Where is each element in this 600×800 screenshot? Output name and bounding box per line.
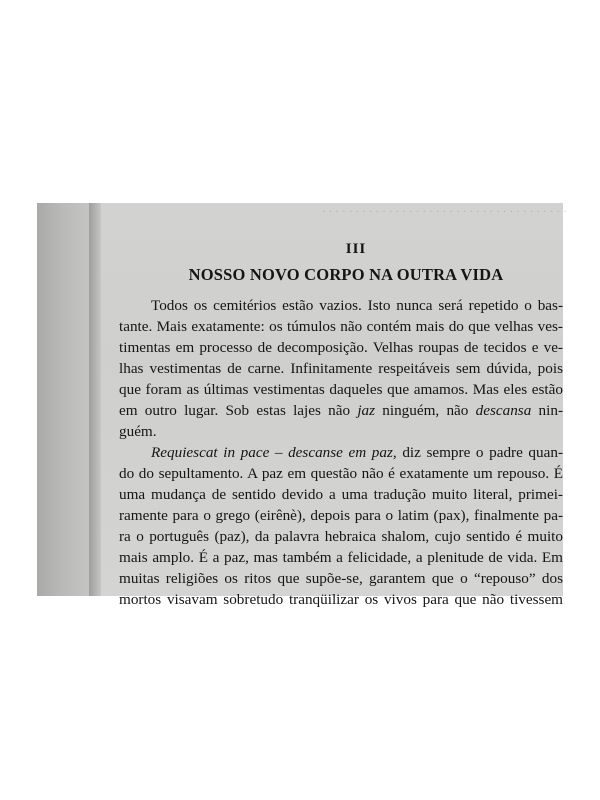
text-line: tante. Mais exatamente: os túmulos não contém mais do que velhas ves- [119, 318, 563, 335]
page-body [119, 241, 563, 610]
text-line: que foram as últimas vestimentas daqueles que amamos. Mas eles estão [119, 381, 563, 398]
text-line: ra o português (paz), da palavra hebraica shalom, cujo sentido é muito [119, 528, 563, 545]
text-line: timentas em processo de decomposição. Velhas roupas de tecidos e ve- [119, 339, 563, 356]
text-line-with-italics [119, 442, 563, 463]
text-line: Todos os cemitérios estão vazios. Isto nunca será repetido o bas- [151, 297, 563, 314]
text-line: do do sepultamento. A paz em questão não é exatamente um repouso. É [119, 465, 563, 482]
italic-text: descansa [475, 402, 532, 419]
paragraph-1 [119, 295, 563, 442]
text-line: ramente para o grego (eirênè), depois para o latim (pax), finalmente pa- [119, 507, 563, 524]
text-line: uma mudança de sentido devido a uma tradução muito literal, primei- [119, 486, 563, 503]
text-line: guém. [119, 423, 157, 440]
italic-text: jaz [357, 402, 376, 419]
text-line: lhas vestimentas de carne. Infinitamente respeitáveis sem dúvida, pois [119, 360, 563, 377]
line-text: em outro lugar. Sob estas lajes não jaz ninguém, não descansa nin- [119, 402, 564, 419]
text-line-with-italics [119, 400, 563, 421]
paragraph-2 [119, 442, 563, 610]
chapter-title: NOSSO NOVO CORPO NA OUTRA VIDA [188, 265, 504, 284]
book-gutter [89, 203, 101, 596]
text-line: mais amplo. É a paz, mas também a felicidade, a plenitude de vida. Em [119, 549, 563, 566]
book-page-photo [37, 203, 567, 608]
line-text: Requiescat in pace – descanse em paz, diz sempre o padre quan- [151, 444, 564, 461]
text-line: mortos visavam sobretudo tranqüilizar os vivos para que não tivessem [119, 591, 563, 608]
text-line: muitas religiões os ritos que supõe-se, garantem que o “repouso” dos [119, 570, 563, 587]
show-through-text: · · · · · · · · · · · · · · · · · · · · · · · · · · · · · · · · · · · · · [321, 206, 567, 218]
italic-text: Requiescat in pace – descanse em paz, [151, 444, 397, 461]
chapter-number: III [345, 241, 367, 257]
